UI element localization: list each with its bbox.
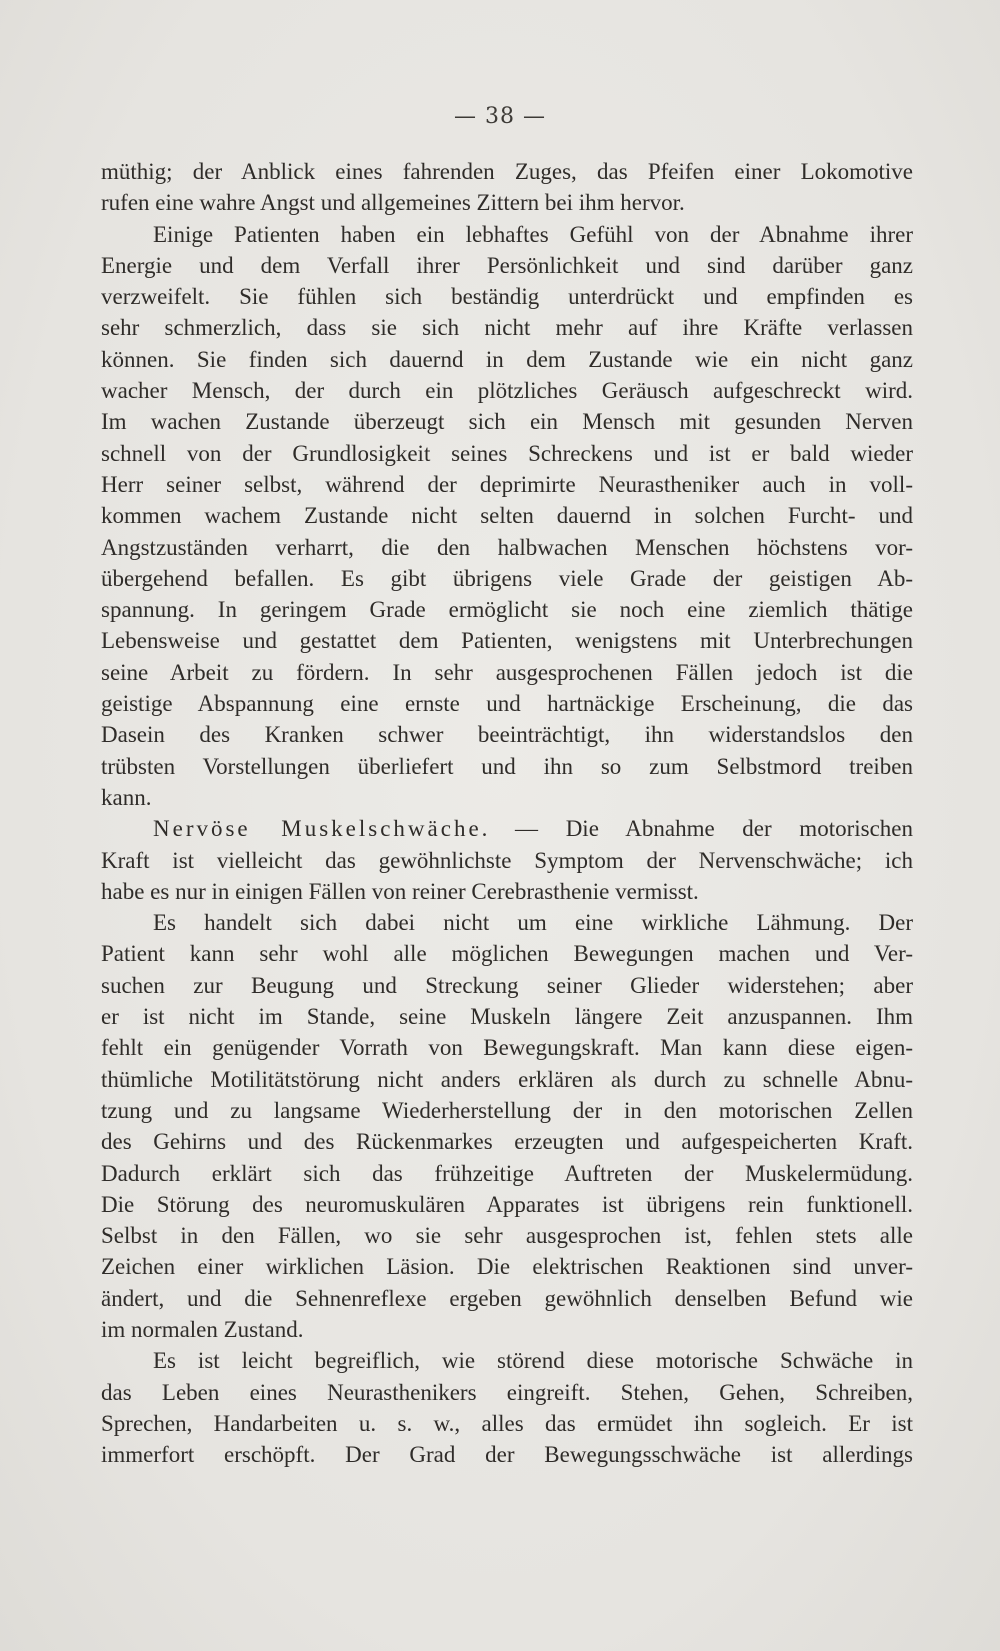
text-line: fehlt ein genügender Vorrath von Bewegungskraft. Man kann diese eigen-	[101, 1035, 913, 1061]
text-line: Lebensweise und gestattet dem Patienten, wenigstens mit Unterbrechungen	[101, 628, 913, 654]
text-line: sehr schmerzlich, dass sie sich nicht mehr auf ihre Kräfte verlassen	[101, 315, 913, 341]
text-line: des Gehirns und des Rückenmarkes erzeugten und aufgespeicherten Kraft.	[101, 1129, 913, 1155]
text-line: trübsten Vorstellungen überliefert und ihn so zum Selbstmord treiben	[101, 753, 913, 779]
text-line: können. Sie finden sich dauernd in dem Zustande wie ein nicht ganz	[101, 346, 913, 372]
section-heading-line: Nervöse Muskelschwäche. — Die Abnahme der motorischen	[153, 816, 914, 842]
text-line: Die Störung des neuromuskulären Apparates ist übrigens rein funktionell.	[101, 1191, 913, 1217]
text-line: kann.	[101, 784, 152, 810]
text-line: kommen wachem Zustande nicht selten dauernd in solchen Furcht- und	[101, 503, 913, 529]
text-line: immerfort erschöpft. Der Grad der Bewegungsschwäche ist allerdings	[101, 1442, 913, 1468]
text-line: verzweifelt. Sie fühlen sich beständig unterdrückt und empfinden es	[101, 284, 913, 310]
text-line: geistige Abspannung eine ernste und hartnäckige Erscheinung, die das	[101, 691, 913, 717]
text-line: Selbst in den Fällen, wo sie sehr ausgesprochen ist, fehlen stets alle	[101, 1223, 913, 1249]
text-line: das Leben eines Neurasthenikers eingreift. Stehen, Gehen, Schreiben,	[101, 1379, 913, 1405]
text-line: Angstzuständen verharrt, die den halbwachen Menschen höchstens vor-	[101, 534, 913, 560]
text-line: Im wachen Zustande überzeugt sich ein Mensch mit gesunden Nerven	[101, 409, 913, 435]
text-line: rufen eine wahre Angst und allgemeines Zittern bei ihm hervor.	[101, 190, 685, 216]
section-heading-term: Nervöse Muskelschwäche	[153, 816, 482, 842]
text-line: Sprechen, Handarbeiten u. s. w., alles das ermüdet ihn sogleich. Er ist	[101, 1410, 913, 1436]
text-line: im normalen Zustand.	[101, 1316, 304, 1342]
text-line: Es ist leicht begreiflich, wie störend diese motorische Schwäche in	[153, 1348, 913, 1374]
text-line: wacher Mensch, der durch ein plötzliches Geräusch aufgeschreckt wird.	[101, 378, 913, 404]
text-line: Kraft ist vielleicht das gewöhnlichste Symptom der Nervenschwäche; ich	[101, 847, 913, 873]
page-number: — 38 —	[454, 104, 546, 129]
text-line: ändert, und die Sehnenreflexe ergeben gewöhnlich denselben Befund wie	[101, 1285, 913, 1311]
text-line: Dadurch erklärt sich das frühzeitige Auftreten der Muskelermüdung.	[101, 1160, 913, 1186]
text-line: er ist nicht im Stande, seine Muskeln längere Zeit anzuspannen. Ihm	[101, 1004, 913, 1030]
text-line: schnell von der Grundlosigkeit seines Schreckens und ist er bald wieder	[101, 440, 913, 466]
text-line: tzung und zu langsame Wiederherstellung der in den motorischen Zellen	[101, 1097, 913, 1123]
text-line: thümliche Motilitätstörung nicht anders erklären als durch zu schnelle Abnu-	[101, 1066, 913, 1092]
body-text	[101, 156, 913, 1470]
text-line: Zeichen einer wirklichen Läsion. Die elektrischen Reaktionen sind unver-	[101, 1254, 913, 1280]
text-line: habe es nur in einigen Fällen von reiner Cerebrasthenie vermisst.	[101, 878, 699, 904]
text-line: spannung. In geringem Grade ermöglicht sie noch eine ziemlich thätige	[101, 597, 913, 623]
text-line: seine Arbeit zu fördern. In sehr ausgesprochenen Fällen jedoch ist die	[101, 659, 913, 685]
text-line: Patient kann sehr wohl alle möglichen Bewegungen machen und Ver-	[101, 941, 913, 967]
text-line: müthig; der Anblick eines fahrenden Zuges, das Pfeifen einer Lokomotive	[101, 159, 913, 184]
text-line: übergehend befallen. Es gibt übrigens viele Grade der geistigen Ab-	[101, 565, 913, 591]
text-line: Es handelt sich dabei nicht um eine wirkliche Lähmung. Der	[153, 910, 913, 936]
text-line: Einige Patienten haben ein lebhaftes Gefühl von der Abnahme ihrer	[153, 221, 913, 247]
text-line: Herr seiner selbst, während der deprimirte Neurastheniker auch in voll-	[101, 471, 913, 497]
text-line: Energie und dem Verfall ihrer Persönlichkeit und sind darüber ganz	[101, 252, 913, 278]
text-line: suchen zur Beugung und Streckung seiner Glieder widerstehen; aber	[101, 972, 913, 998]
text-line: Dasein des Kranken schwer beeinträchtigt, ihn widerstandslos den	[101, 722, 913, 748]
